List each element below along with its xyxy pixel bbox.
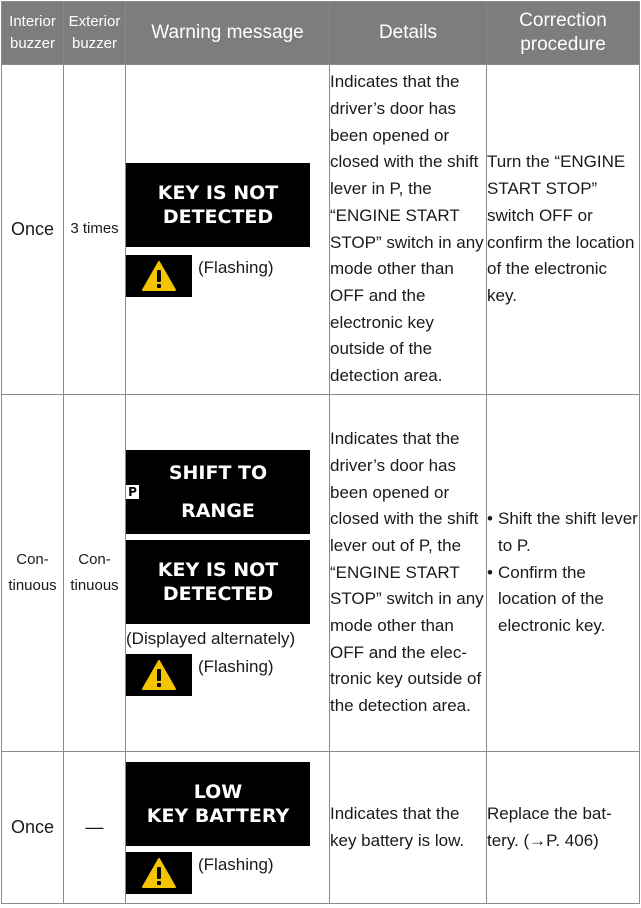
displayed-alternately-label: (Displayed alternately) [126, 629, 296, 648]
flashing-label: (Flashing) [198, 854, 274, 874]
warning-table [1, 1, 640, 904]
display-line-text: RANGE [181, 500, 255, 522]
table-row [2, 752, 640, 904]
correction-cell: Replace the bat- tery. (→P. 406) [487, 752, 640, 904]
p-range-badge: P [126, 485, 139, 499]
details-cell: Indicates that the key battery is low. [330, 752, 487, 904]
flashing-indicator [126, 852, 329, 894]
display-low-key-battery [126, 762, 310, 846]
display-key-not-detected [126, 540, 310, 624]
header-details: Details [330, 2, 487, 65]
correction-cell [487, 395, 640, 752]
flashing-label: (Flashing) [198, 657, 274, 676]
details-cell: Indicates that the driver’s door has been opened or closed with the shift lever out of P, the “ENGINE START STOP” switch in any mode other than OFF and the elec- tronic key outside of the detection area. [330, 395, 487, 752]
display-line: LOW [193, 780, 243, 803]
flashing-indicator [126, 255, 329, 297]
table-row [2, 395, 640, 752]
header-warning-message: Warning message [126, 2, 330, 65]
warning-triangle-icon [126, 255, 192, 297]
warning-message-cell [126, 395, 330, 752]
display-key-not-detected [126, 163, 310, 247]
interior-buzzer-cell: Once [2, 65, 64, 395]
display-line [126, 485, 310, 523]
interior-buzzer-cell: Once [2, 752, 64, 904]
details-cell: Indicates that the driver’s door has been opened or closed with the shift lever in P, the “ENGINE START STOP” switch in any mode other than OFF and the electronic key outside of the detection area. [330, 65, 487, 395]
header-correction-procedure: Correction procedure [487, 2, 640, 65]
display-line: SHIFT TO [168, 462, 268, 484]
header-exterior-buzzer: Exterior buzzer [64, 2, 126, 65]
exterior-buzzer-cell: Con- tinuous [64, 395, 126, 752]
display-shift-to-p-range [126, 450, 310, 534]
display-line: KEY IS NOT [157, 559, 279, 581]
exterior-buzzer-cell: — [64, 752, 126, 904]
display-line: KEY BATTERY [146, 804, 290, 827]
header-interior-buzzer: Interior buzzer [2, 2, 64, 65]
warning-message-cell [126, 752, 330, 904]
warning-triangle-icon [126, 852, 192, 894]
exterior-buzzer-cell: 3 times [64, 65, 126, 395]
correction-list [487, 506, 639, 640]
table-row [2, 65, 640, 395]
display-line: DETECTED [162, 583, 274, 605]
header-row [2, 2, 640, 65]
flashing-indicator [126, 654, 329, 696]
warning-triangle-icon [126, 654, 192, 696]
flashing-label: (Flashing) [198, 257, 274, 277]
correction-item: • Shift the shift lever to P. [487, 506, 639, 559]
display-line: KEY IS NOT [157, 181, 279, 204]
interior-buzzer-cell: Con- tinuous [2, 395, 64, 752]
correction-item: • Confirm the location of the electronic key. [487, 560, 639, 640]
correction-cell: Turn the “ENGINE START STOP” switch OFF or confirm the location of the electronic key. [487, 65, 640, 395]
warning-message-cell [126, 65, 330, 395]
display-line: DETECTED [162, 205, 274, 228]
